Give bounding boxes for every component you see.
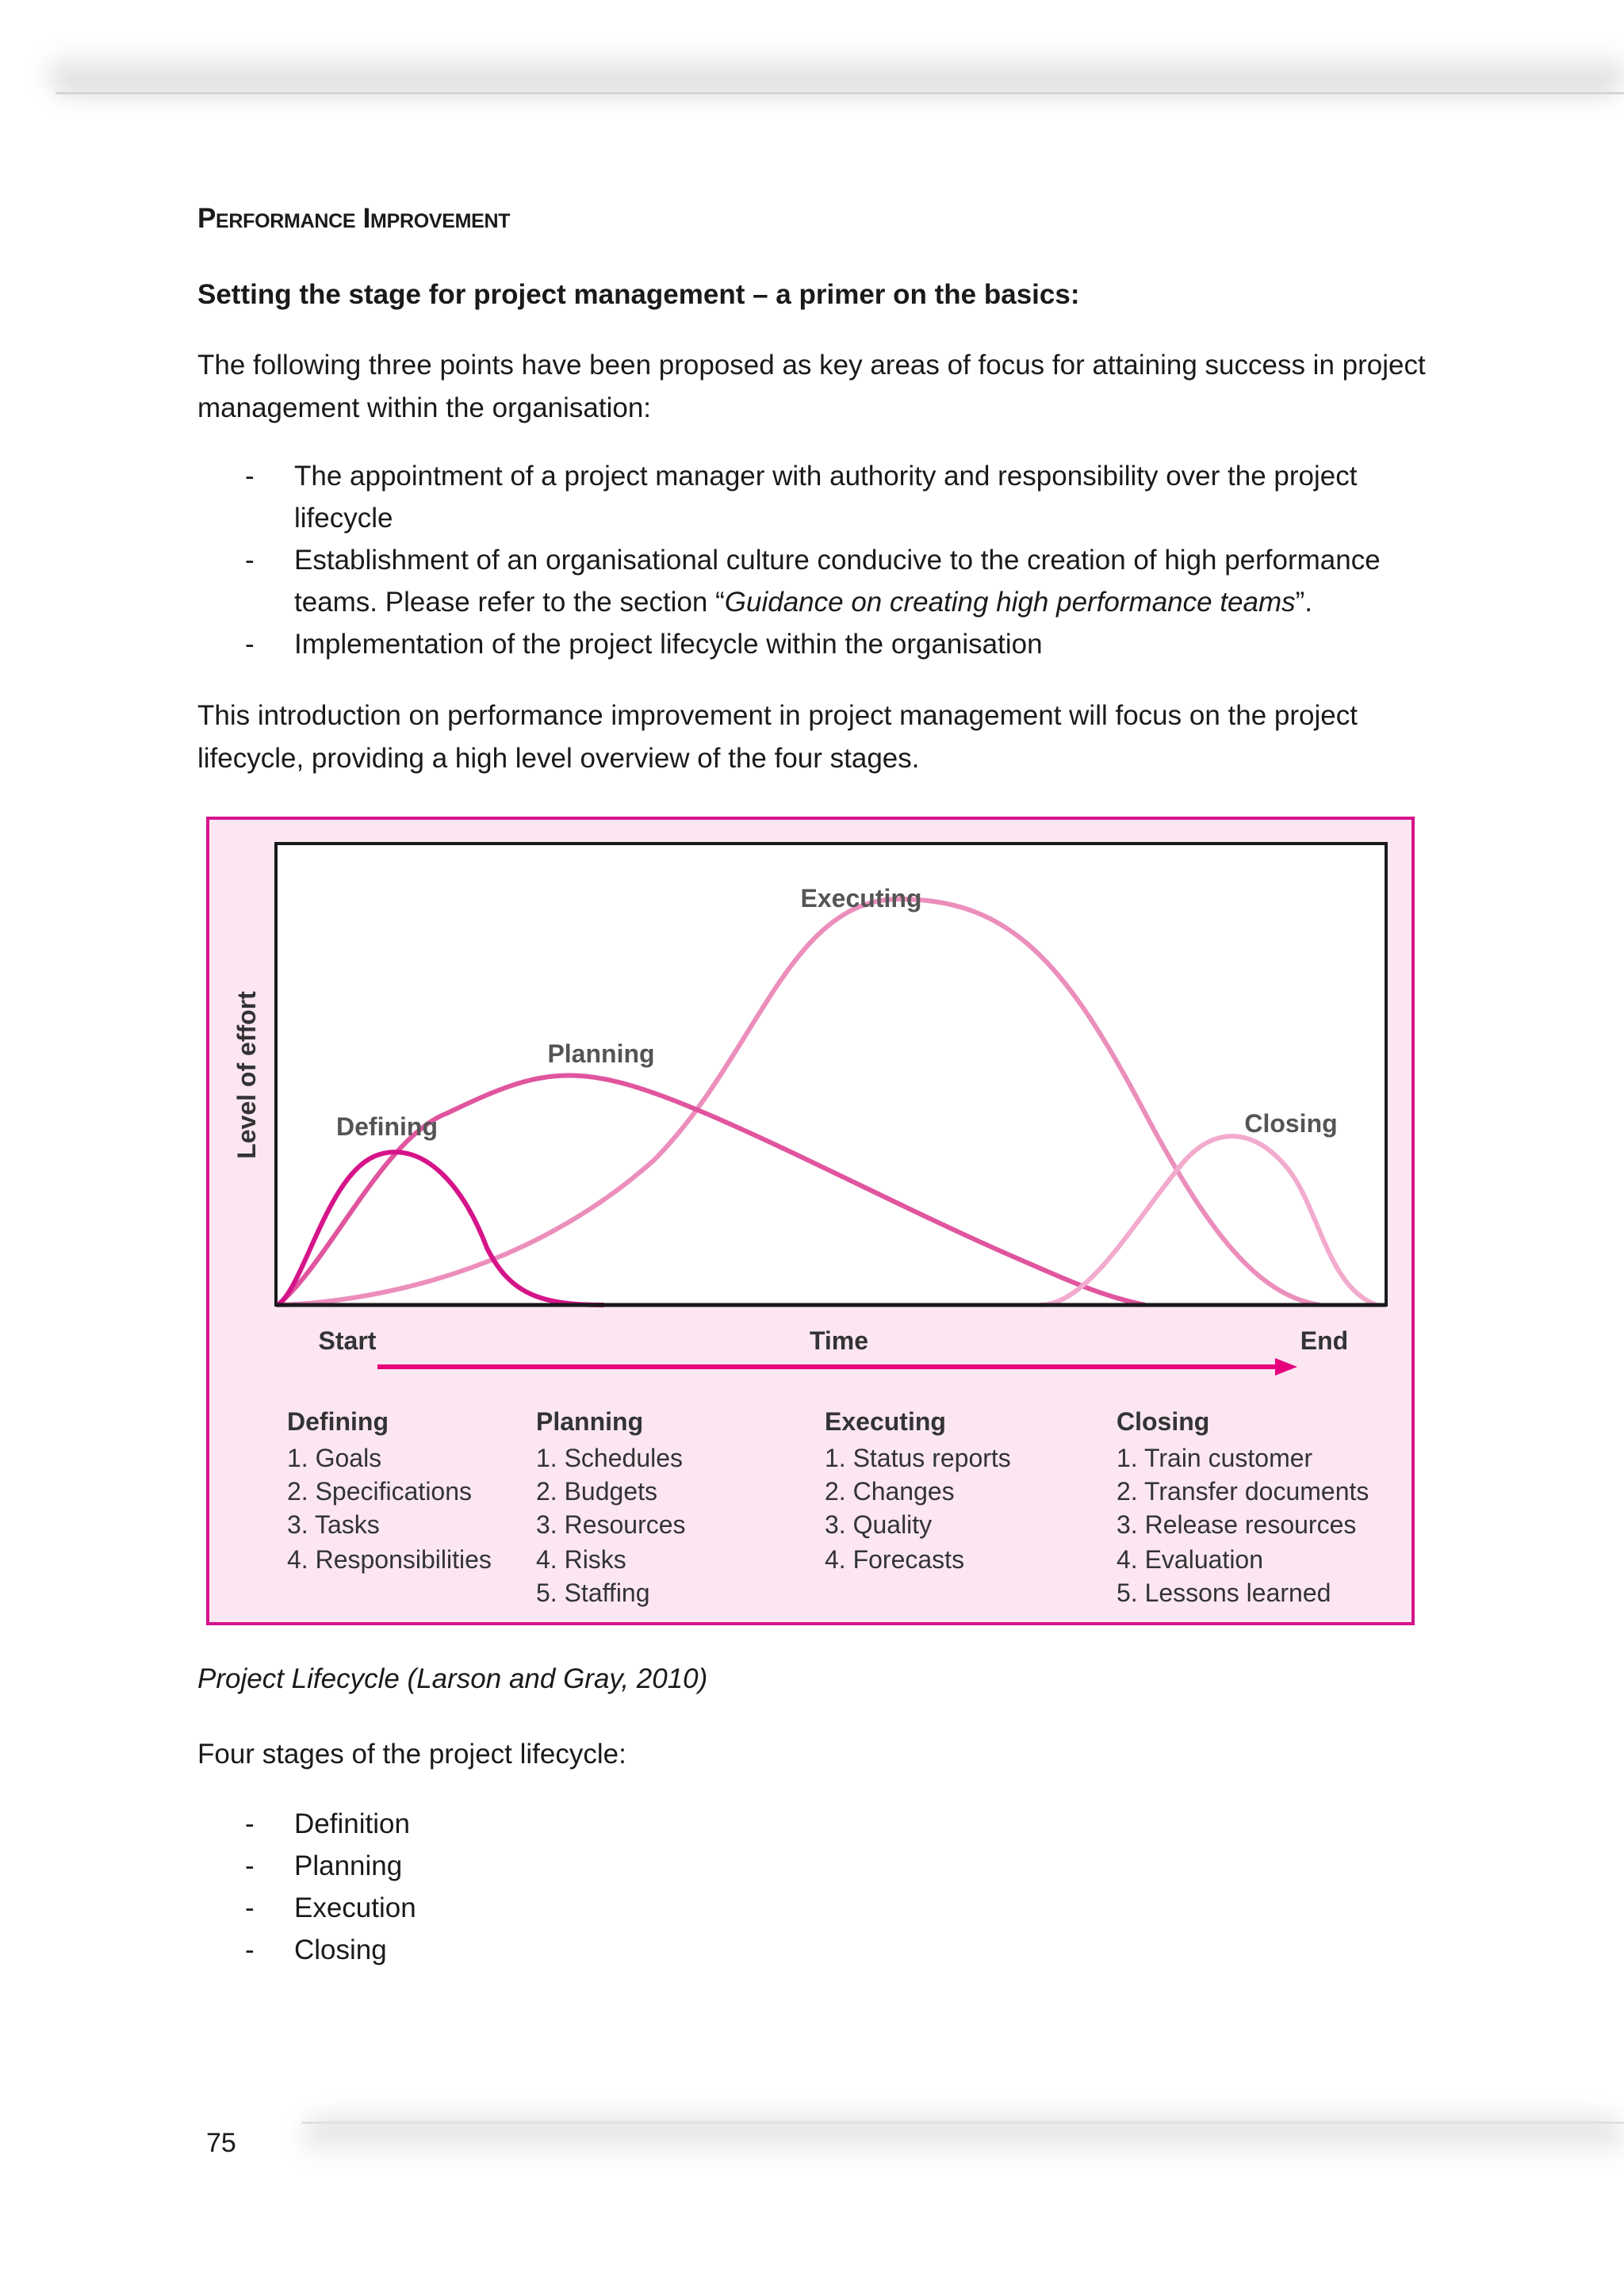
list-dash: -: [245, 629, 255, 660]
list-item: 4. Risks: [536, 1545, 626, 1574]
project-lifecycle-figure: [206, 817, 1415, 1625]
list-dash: -: [245, 1934, 255, 1965]
list-item: [197, 455, 1434, 539]
executing-curve-label: Executing: [800, 884, 922, 913]
lifecycle-diagram: [209, 820, 1411, 1622]
stage-label: Definition: [294, 1808, 410, 1839]
planning-curve-label: Planning: [547, 1039, 655, 1068]
focus-areas-list: [197, 455, 1434, 665]
list-item: [197, 539, 1434, 623]
list-item-text-end: ”.: [1295, 587, 1313, 618]
bottom-page-edge: [301, 2122, 1624, 2124]
list-item: [197, 1929, 1434, 1971]
list-item: [197, 623, 1434, 665]
list-dash: -: [245, 1892, 255, 1923]
top-page-shadow: [48, 48, 1624, 95]
stages-list: [197, 1803, 1434, 1971]
arrow-head-icon: [1275, 1358, 1297, 1376]
stage-label: Execution: [294, 1892, 416, 1923]
list-item: [197, 1845, 1434, 1887]
list-item: 3. Release resources: [1116, 1510, 1357, 1539]
list-dash: -: [245, 461, 255, 492]
start-label: Start: [318, 1326, 377, 1355]
list-item: [197, 1803, 1434, 1845]
planning-column-title: Planning: [536, 1407, 644, 1436]
list-item: 2. Specifications: [287, 1477, 473, 1506]
executing-column-title: Executing: [825, 1407, 946, 1436]
list-item: 5. Staffing: [536, 1578, 650, 1607]
list-item: 3. Tasks: [287, 1510, 380, 1539]
list-item: 1. Status reports: [825, 1444, 1011, 1472]
list-item: 4. Evaluation: [1116, 1545, 1264, 1574]
defining-column-title: Defining: [287, 1407, 389, 1436]
list-dash: -: [245, 1850, 255, 1881]
list-item: 4. Responsibilities: [287, 1545, 492, 1574]
list-item: 2. Changes: [825, 1477, 955, 1506]
figure-caption: Project Lifecycle (Larson and Gray, 2010): [197, 1663, 708, 1694]
list-item: 1. Train customer: [1116, 1444, 1313, 1472]
list-item-text: Establishment of an organisational culture conducive to the creation of high performance teams. Please refer to the section “: [294, 545, 1381, 618]
list-item: 4. Forecasts: [825, 1545, 965, 1574]
list-item: 1. Goals: [287, 1444, 382, 1472]
list-item: 3. Quality: [825, 1510, 933, 1539]
page-number: 75: [206, 2128, 236, 2158]
list-item: [197, 1887, 1434, 1929]
list-item-text: Implementation of the project lifecycle within the organisation: [294, 629, 1043, 660]
list-item: 2. Transfer documents: [1116, 1477, 1369, 1506]
stage-label: Planning: [294, 1850, 403, 1881]
stages-intro: Four stages of the project lifecycle:: [197, 1739, 626, 1770]
closing-curve-label: Closing: [1244, 1109, 1338, 1138]
y-axis-label: Level of effort: [232, 991, 261, 1159]
list-item: 3. Resources: [536, 1510, 686, 1539]
end-label: End: [1300, 1326, 1349, 1355]
bottom-page-shadow: [301, 2117, 1624, 2164]
list-dash: -: [245, 545, 255, 576]
list-item: 1. Schedules: [536, 1444, 684, 1472]
defining-curve-label: Defining: [336, 1112, 438, 1141]
section-subheading: Setting the stage for project management – a primer on the basics:: [197, 279, 1080, 310]
x-axis-label: Time: [809, 1326, 869, 1355]
section-heading: Performance Improvement: [197, 203, 511, 234]
list-item: 2. Budgets: [536, 1477, 657, 1506]
top-page-edge: [56, 92, 1624, 94]
stage-label: Closing: [294, 1934, 387, 1965]
intro-paragraph: The following three points have been proposed as key areas of focus for attaining success in project management within the organisation:: [197, 350, 1426, 423]
list-dash: -: [245, 1808, 255, 1839]
list-item: 5. Lessons learned: [1116, 1578, 1331, 1607]
list-item-text: The appointment of a project manager with authority and responsibility over the project lifecycle: [294, 461, 1358, 534]
section-reference: Guidance on creating high performance teams: [724, 587, 1296, 618]
closing-column-title: Closing: [1116, 1407, 1210, 1436]
summary-paragraph: This introduction on performance improvement in project management will focus on the project lifecycle, providing a high level overview of the four stages.: [197, 700, 1358, 774]
